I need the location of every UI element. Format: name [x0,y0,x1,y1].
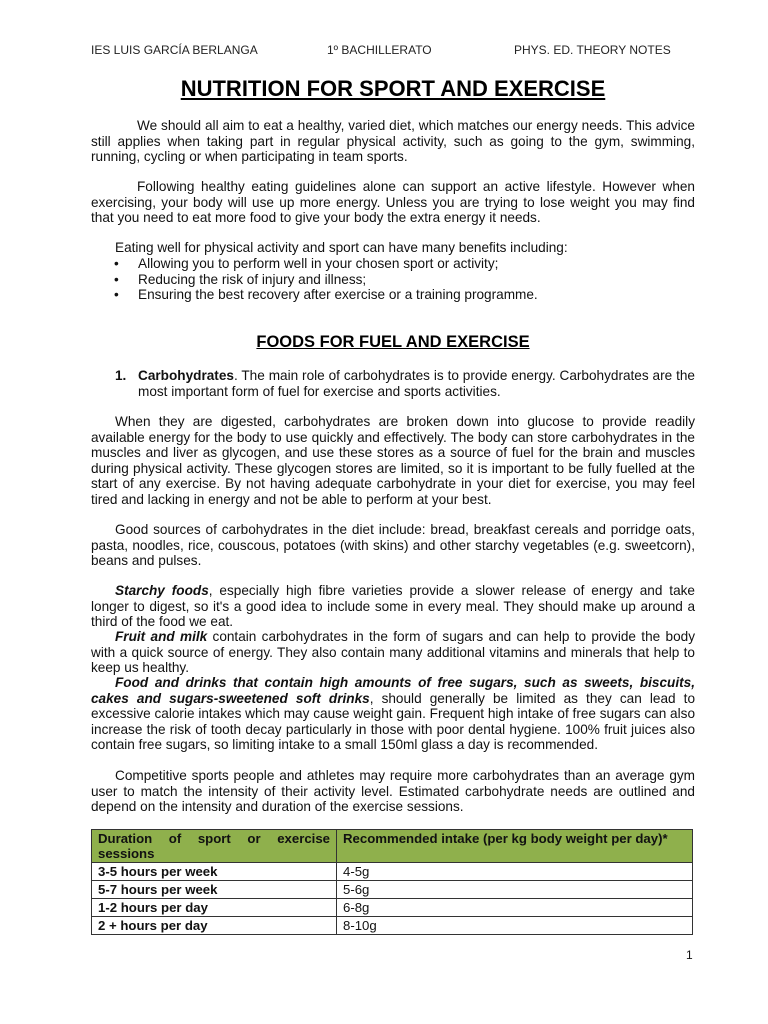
table-header-row [92,830,693,863]
intake-cell: 4-5g [337,863,693,881]
bullet-icon: • [114,271,119,287]
carbohydrates-item [115,368,695,399]
carbohydrates-heading: Carbohydrates [138,368,234,383]
starchy-foods-label: Starchy foods [115,583,209,598]
free-sugars-paragraph: Food and drinks that contain high amounts of free sugars, such as sweets, biscuits, cakes and sugars-sweetened soft drinks, should generally be limited as they can lead to excessive calorie intakes which may cause weight gain. Frequent high intake of free sugars can also increase the risk of tooth decay particularly in those with poor dental hygiene. 100% fruit juices also contain free sugars, so limiting intake to a small 150ml glass a day is recommended. [91,675,696,752]
page-title: NUTRITION FOR SPORT AND EXERCISE [180,76,606,101]
intake-cell: 6-8g [337,899,693,917]
duration-cell: 5-7 hours per week [92,881,337,899]
duration-cell: 1-2 hours per day [92,899,337,917]
starchy-foods-paragraph: Starchy foods, especially high fibre varieties provide a slower release of energy and take longer to digest, so it's a good idea to include some in every meal. They should make up around a third of the food we eat. [91,583,695,629]
page-number: 1 [686,948,693,962]
intro-paragraph-2: Following healthy eating guidelines alone can support an active lifestyle. However when exercising, your body will use up more energy. Unless you are trying to lose weight you may find that you need to eat more food to give your body the extra energy it needs. [91,179,695,225]
list-item: • Allowing you to perform well in your chosen sport or activity; [114,256,499,271]
header-subject: PHYS. ED. THEORY NOTES [514,43,671,57]
bullet-icon: • [114,287,119,302]
sources-paragraph: Good sources of carbohydrates in the diet include: bread, breakfast cereals and porridge oats, pasta, noodles, rice, couscous, potatoes (with skins) and other starchy vegetables (e.g. sweetcorn), beans and pulses. [91,522,695,568]
carbohydrates-intro: . The main role of carbohydrates is to provide energy. Carbohydrates are the most important form of fuel for exercise and sports activities. [138,368,695,399]
table-row [92,899,693,917]
intro-paragraph-1: We should all aim to eat a healthy, varied diet, which matches our energy needs. This advice still applies when taking part in regular physical activity, such as going to the gym, swimming, running, cycling or when participating in team sports. [91,118,695,164]
table-row [92,917,693,935]
competitive-paragraph: Competitive sports people and athletes may require more carbohydrates than an average gym user to match the intensity of their activity level. Estimated carbohydrate needs are outlined and depend on the intensity and duration of the exercise sessions. [91,768,695,814]
list-item: • Reducing the risk of injury and illness; [114,271,367,287]
column-header-duration: Duration of sport or exercise sessions [92,830,337,863]
duration-cell: 2 + hours per day [92,917,337,935]
list-item: • Ensuring the best recovery after exercise or a training programme. [114,287,538,302]
free-sugars-label: Food and drinks that contain high amounts of free sugars, such as sweets, biscuits, cakes and sugars-sweetened soft drinks [91,675,695,706]
benefits-list [91,256,695,303]
intake-cell: 5-6g [337,881,693,899]
header-school: IES LUIS GARCÍA BERLANGA [91,43,258,57]
column-header-intake: Recommended intake (per kg body weight per day)* [337,830,693,863]
header-course: 1º BACHILLERATO [327,43,432,57]
item-number: 1. [115,368,127,383]
fruit-milk-label: Fruit and milk [115,629,208,644]
bullet-icon: • [114,256,119,271]
duration-cell: 3-5 hours per week [92,863,337,881]
benefits-lead: Eating well for physical activity and sport can have many benefits including: [115,240,568,255]
table-row [92,881,693,899]
carbohydrate-intake-table [91,829,693,935]
intake-cell: 8-10g [337,917,693,935]
fruit-milk-paragraph: Fruit and milk contain carbohydrates in the form of sugars and can help to provide the body with a quick source of energy. They also contain many additional vitamins and minerals that help to keep us healthy. [91,629,695,675]
table-row [92,863,693,881]
digestion-paragraph: When they are digested, carbohydrates are broken down into glucose to provide readily available energy for the body to use quickly and effectively. The body can store carbohydrates in the muscles and liver as glycogen, and use these stores as a source of fuel for the brain and muscles during physical activity. These glycogen stores are limited, so it is important to be fully fuelled at the start of any exercise. By not having adequate carbohydrate in your diet for exercise, you may feel tired and lacking in energy and not be able to perform at your best. [91,414,695,507]
section-title: FOODS FOR FUEL AND EXERCISE [256,333,530,351]
